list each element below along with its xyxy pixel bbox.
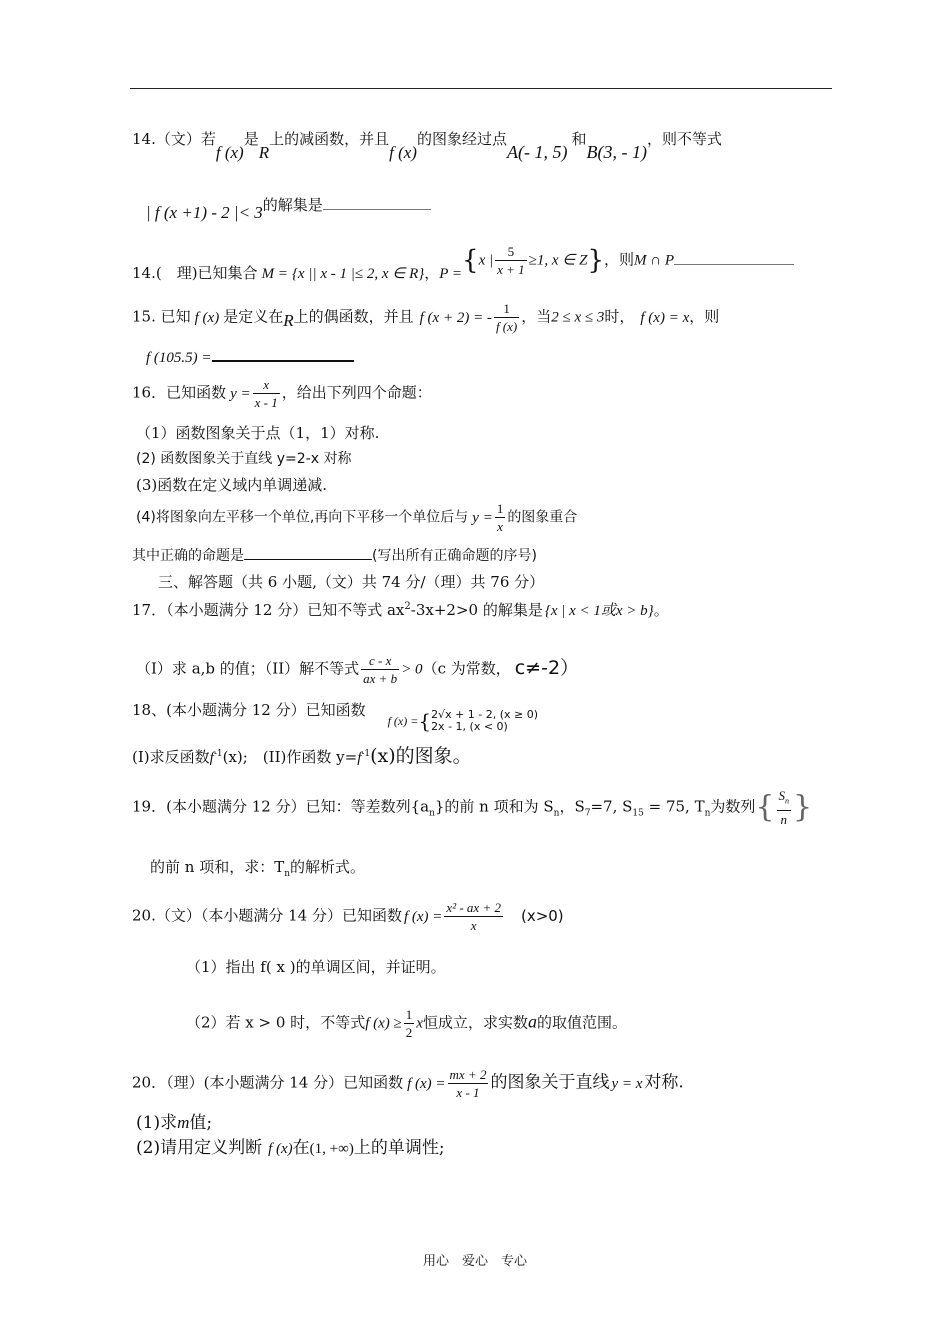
q15-range: 2 ≤ x ≤ 3 xyxy=(551,309,605,326)
q14-wen-answer-blank xyxy=(323,208,431,210)
q14-wen-text4: 和 xyxy=(571,130,587,148)
q18-brace: { xyxy=(418,709,432,733)
q19-line2 xyxy=(150,858,365,880)
q15-fx-eq-x: f (x) = x xyxy=(640,309,690,326)
q15-functional-eq: f (x + 2) = - xyxy=(419,309,492,326)
q19-frac-den: n xyxy=(780,811,787,827)
q16-answer-blank xyxy=(244,558,372,560)
q14-li-M: M = xyxy=(261,265,288,282)
q19-frac-sub: n xyxy=(785,796,789,806)
q16-prop4-den: x xyxy=(497,519,503,534)
q20-li-text1: 20．（理）(本小题满分 14 分）已知函数 xyxy=(132,1073,404,1092)
q16-fraction xyxy=(253,376,280,411)
q14-wen-line2 xyxy=(146,195,431,222)
q19-sub-n2: n xyxy=(553,808,560,819)
q17-line1 xyxy=(132,601,669,620)
q20-li-part2-text: (2)请用定义判断 xyxy=(136,1138,263,1158)
page-footer: 用心 爱心 专心 xyxy=(422,1254,527,1269)
q14-wen-point-A: A(- 1, 5) xyxy=(506,142,568,162)
q15-text4: 时， xyxy=(604,307,635,326)
q19-frac-S: S xyxy=(778,788,785,803)
q20-wen-part2 xyxy=(186,1006,627,1041)
q19-text4: =7, S xyxy=(590,797,633,816)
q15-frac-den: f (x) xyxy=(495,319,518,334)
q19-text5: = 75, T xyxy=(643,797,705,816)
q19-text6: 为数列 xyxy=(710,797,756,816)
q14-li-intersection: M ∩ P xyxy=(634,252,675,269)
q20-li-fx: f (x) = xyxy=(407,1075,446,1092)
q18-text4: (x)的图象。 xyxy=(370,745,472,767)
q20-wen-frac-num: x² - ax + 2 xyxy=(446,900,501,915)
q16-prop4-text: (4)将图象向左平移一个单位,再向下平移一个单位后与 xyxy=(136,509,469,526)
q14-li-frac-num: 5 xyxy=(495,243,527,261)
q18-f: f xyxy=(209,750,214,766)
q14-li-answer-blank xyxy=(674,263,794,265)
q19-text3: ，S xyxy=(559,797,585,816)
q15-number: 15. 已知 xyxy=(132,307,191,326)
q14-li-number: 14.( 理)已知集合 xyxy=(132,263,258,282)
q14-li-set-P-cond: ≥1, x ∈ Z xyxy=(528,252,588,269)
q15-line2 xyxy=(146,348,354,367)
q19-line1 xyxy=(132,787,812,828)
q20-li-part2-interval: (1, +∞) xyxy=(309,1141,354,1157)
q15-R: R xyxy=(283,310,294,330)
q18-text2: (I)求反函数 xyxy=(132,748,210,766)
q16-prop4-y: y = xyxy=(472,509,493,526)
q20-li-frac-num: mx + 2 xyxy=(449,1067,487,1082)
q14-wen-text6: 的解集是 xyxy=(262,196,323,214)
q20-wen-condition: (x>0) xyxy=(520,906,564,925)
q15-fx: f (x) xyxy=(194,309,220,326)
q20-wen-line1 xyxy=(132,899,564,934)
q17-text3: （I）求 a,b 的值；（II）解不等式 xyxy=(136,659,360,678)
q14-wen-fx2: f (x) xyxy=(389,143,417,162)
q14-wen-point-B: B(3, - 1) xyxy=(586,142,647,162)
q14-li-P: P = xyxy=(439,265,463,282)
q17-frac-num: c - x xyxy=(361,652,399,670)
q19-sub-15: 15 xyxy=(632,808,644,819)
q16-line1 xyxy=(132,376,432,411)
q19-frac-num xyxy=(777,787,792,811)
q20-wen-part2-x: x xyxy=(416,1015,423,1032)
q20-li-part1 xyxy=(136,1113,212,1133)
q18-text3: (x); (II)作函数 y= xyxy=(222,748,358,766)
q19-sub-n4: n xyxy=(284,869,290,879)
q14-li-brace-left: { xyxy=(462,245,479,276)
q20-wen-fx: f (x) = xyxy=(403,908,443,925)
q14-li-comma: ， xyxy=(424,263,440,282)
q19-sub-n: n xyxy=(429,808,435,819)
q16-answer-label: 其中正确的命题是 xyxy=(132,548,244,564)
q18-inverse-exp2: -1 xyxy=(361,749,371,759)
q19-sub-n3: n xyxy=(704,808,711,819)
q18-cases xyxy=(431,709,538,733)
q19-text8: 的解析式。 xyxy=(290,858,366,876)
q16-answer-line xyxy=(132,548,537,565)
q17-exponent: 2 xyxy=(404,601,411,612)
q20-li-text3: 对称. xyxy=(644,1072,684,1093)
q14-wen-text5: ，则不等式 xyxy=(646,130,722,148)
q15-text1: 是定义在 xyxy=(223,307,284,326)
q18-case1: 2√x + 1 - 2, (x ≥ 0) xyxy=(431,708,539,721)
q17-text2: -3x+2>0 的解集是 xyxy=(410,601,543,619)
header-rule xyxy=(130,88,832,89)
q20-wen-part2-text2: 恒成立，求实数 xyxy=(422,1013,528,1032)
q20-wen-part2-text: （2）若 x > 0 时，不等式 xyxy=(186,1013,366,1032)
q15-answer-blank xyxy=(212,359,354,362)
q20-li-line-yx: y = x xyxy=(611,1075,643,1092)
q17-text4: （c 为常数， xyxy=(422,659,511,678)
q16-prop2: (2) 函数图象关于直线 y=2-x 对称 xyxy=(136,451,352,467)
q15-text3: ，当 xyxy=(521,307,552,326)
q20-wen-part2-text3: 的取值范围。 xyxy=(536,1013,627,1032)
q20-li-part1-text: (1)求 xyxy=(136,1113,178,1133)
q16-text: ，给出下列四个命题： xyxy=(281,383,432,402)
q14-wen-inequality: | f (x +1) - 2 |< 3 xyxy=(146,203,263,222)
q14-wen-R: R xyxy=(258,143,270,162)
q14-li-frac-den: x + 1 xyxy=(497,262,525,277)
q18-line1 xyxy=(132,699,539,733)
q16-number: 16．已知函数 xyxy=(132,383,227,402)
q19-text2: }的前 n 项和为 S xyxy=(434,797,554,816)
q19-text7: 的前 n 项和，求：T xyxy=(150,858,285,876)
q15-line1 xyxy=(132,300,719,335)
q18-line2 xyxy=(132,745,472,768)
q14-li-set-M: {x || x - 1 |≤ 2, x ∈ R} xyxy=(291,265,425,282)
q15-fraction xyxy=(494,300,519,335)
q16-prop1: （1）函数图象关于点（1，1）对称. xyxy=(136,424,380,442)
q18-inverse-exp: -1 xyxy=(213,749,223,759)
q20-li-part1-text2: 值; xyxy=(189,1113,213,1133)
q16-frac-num: x xyxy=(253,376,280,394)
q20-wen-part2-den: 2 xyxy=(405,1025,413,1040)
q17-text1: 17．（本小题满分 12 分）已知不等式 ax xyxy=(132,601,405,619)
q20-wen-frac-den: x xyxy=(470,918,477,933)
q17-period: 。 xyxy=(653,601,669,619)
q16-frac-den: x - 1 xyxy=(254,395,278,410)
q16-y: y = xyxy=(230,385,251,402)
section-3-heading: 三、解答题（共 6 小题,（文）共 74 分/（理）共 76 分） xyxy=(158,573,545,591)
q17-c-condition: c≠-2） xyxy=(514,656,580,679)
q19-sub-7: 7 xyxy=(584,808,591,819)
q14-li-fraction xyxy=(495,243,527,278)
q16-prop4 xyxy=(136,500,577,535)
q16-prop4-tail: 的图象重合 xyxy=(507,509,578,526)
q18-case2: 2x - 1, (x < 0) xyxy=(431,720,508,733)
q20-li-part2-text2: 上的单调性; xyxy=(353,1138,445,1158)
q20-wen-text1: 20.（文）（本小题满分 14 分）已知函数 xyxy=(132,906,402,925)
q20-wen-fraction xyxy=(444,899,503,934)
q14-li-line xyxy=(132,243,794,282)
q18-f2: f xyxy=(357,750,362,766)
q15-ask: f (105.5) = xyxy=(146,350,212,366)
q14-wen-text2: 上的减函数，并且 xyxy=(269,130,390,148)
q17-gt-zero: > 0 xyxy=(401,661,423,678)
q14-li-brace-right: } xyxy=(587,245,605,276)
q18-fx: f (x) = xyxy=(387,714,419,728)
q17-line2 xyxy=(136,652,579,687)
q16-answer-note: (写出所有正确命题的序号) xyxy=(372,548,537,564)
q14-li-set-P-var: x | xyxy=(478,252,494,269)
q20-li-line1 xyxy=(132,1066,684,1101)
q15-frac-num: 1 xyxy=(494,300,519,318)
q14-wen-fx: f (x) xyxy=(215,143,244,162)
q14-wen-text1: 是 xyxy=(243,130,259,148)
q20-wen-part2-num: 1 xyxy=(405,1007,413,1022)
q20-wen-part2-a: a xyxy=(527,1011,537,1032)
q14-wen-number: 14.（文）若 xyxy=(132,130,216,148)
q19-brace-right: } xyxy=(793,789,813,825)
q20-wen-part2-f: f (x) ≥ xyxy=(365,1015,402,1032)
q20-wen-part2-fraction xyxy=(404,1006,415,1041)
q16-prop4-fraction xyxy=(495,500,506,535)
q16-prop3: (3)函数在定义域内单调递减. xyxy=(136,476,328,494)
q14-wen-line1 xyxy=(132,128,722,162)
q15-text5: ，则 xyxy=(689,307,720,326)
q19-brace-left: { xyxy=(755,789,775,825)
q20-li-part1-m: m xyxy=(177,1113,190,1132)
q16-prop4-num: 1 xyxy=(496,501,504,516)
q20-li-part2-zai: 在 xyxy=(292,1138,310,1158)
q19-fraction xyxy=(777,787,792,828)
q19-text1: 19．(本小题满分 12 分）已知：等差数列{a xyxy=(132,797,430,816)
q18-text1: 18、(本小题满分 12 分）已知函数 xyxy=(132,701,366,719)
q20-li-fraction xyxy=(448,1066,489,1101)
q17-solution-set: {x | x < 1或x > b} xyxy=(544,603,654,619)
q20-li-part2-f: f (x) xyxy=(268,1141,293,1157)
q17-fraction xyxy=(361,652,399,687)
q20-li-text2: 的图象关于直线 xyxy=(490,1072,610,1093)
q17-frac-den: ax + b xyxy=(363,671,398,686)
q15-text2: 上的偶函数，并且 xyxy=(293,307,414,326)
q20-li-frac-den: x - 1 xyxy=(456,1085,480,1100)
q20-wen-part1: （1）指出 f( x )的单调区间，并证明。 xyxy=(186,958,446,976)
q14-li-text: ，则 xyxy=(604,250,635,269)
q20-li-part2 xyxy=(136,1138,445,1158)
q14-wen-text3: 的图象经过点 xyxy=(416,130,507,148)
